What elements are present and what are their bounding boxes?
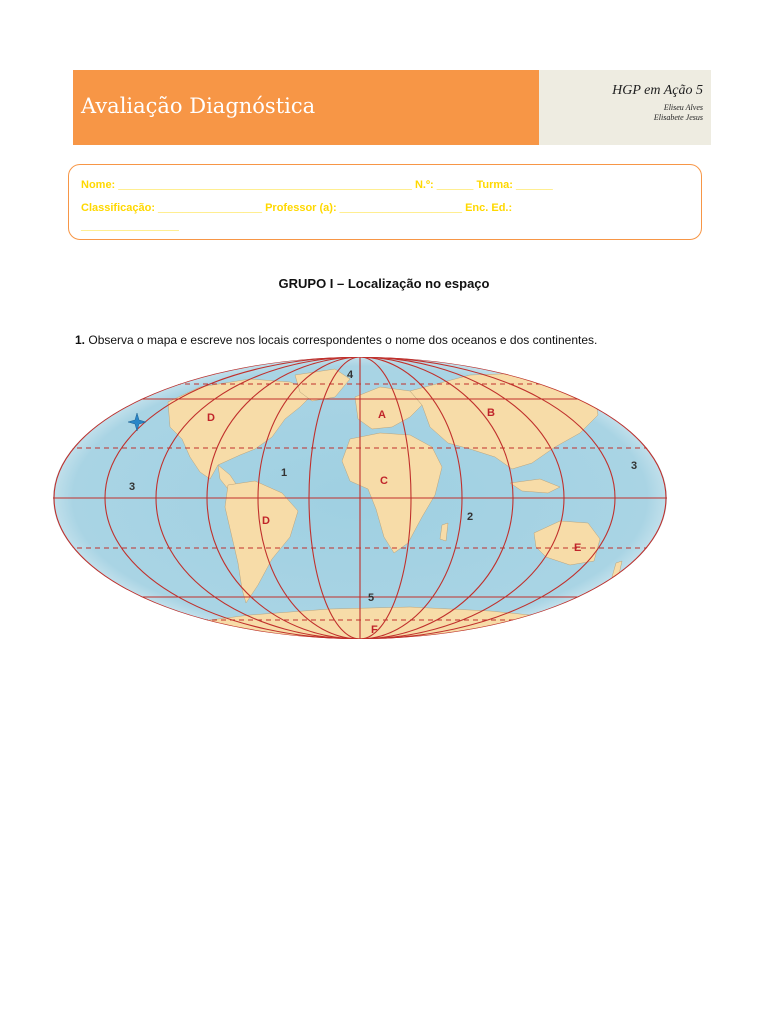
world-map-svg	[50, 357, 670, 647]
question-1	[75, 333, 597, 347]
page-title: Avaliação Diagnóstica	[81, 94, 316, 118]
ocean-label-5: 5	[368, 592, 375, 604]
continent-label-e: E	[574, 542, 582, 554]
ocean-label-2: 2	[467, 511, 474, 523]
author-name: Elisabete Jesus	[653, 113, 703, 122]
author-name: Eliseu Alves	[663, 103, 703, 112]
continent-label-a: A	[378, 409, 386, 421]
name-number-class-line[interactable]: Nome: ________________________________________________ N.º: ______ Turma: ______	[81, 179, 553, 191]
ocean-label-3-east: 3	[631, 460, 638, 472]
continent-label-d-north: D	[207, 412, 215, 424]
header-title-panel	[73, 70, 539, 145]
continent-label-b: B	[487, 407, 495, 419]
world-map	[50, 357, 670, 647]
ocean-label-4: 4	[347, 369, 354, 381]
grade-teacher-guardian-line[interactable]: Classificação: _________________ Professor (a): ____________________ Enc. Ed.:	[81, 202, 513, 214]
question-number: 1.	[75, 333, 86, 347]
continent-label-c: C	[380, 475, 388, 487]
book-title: HGP em Ação 5	[612, 83, 703, 98]
continent-label-f: F	[371, 624, 378, 636]
guardian-continuation-line[interactable]: ________________	[81, 220, 179, 232]
ocean-label-3-west: 3	[129, 481, 136, 493]
student-info-box	[68, 164, 702, 240]
group-title: GRUPO I – Localização no espaço	[278, 276, 490, 291]
header-band	[73, 70, 711, 145]
header-book-panel	[539, 70, 711, 145]
continent-label-d-south: D	[262, 515, 270, 527]
ocean-label-1: 1	[281, 467, 288, 479]
question-text: Observa o mapa e escreve nos locais correspondentes o nome dos oceanos e dos continentes.	[88, 333, 598, 347]
